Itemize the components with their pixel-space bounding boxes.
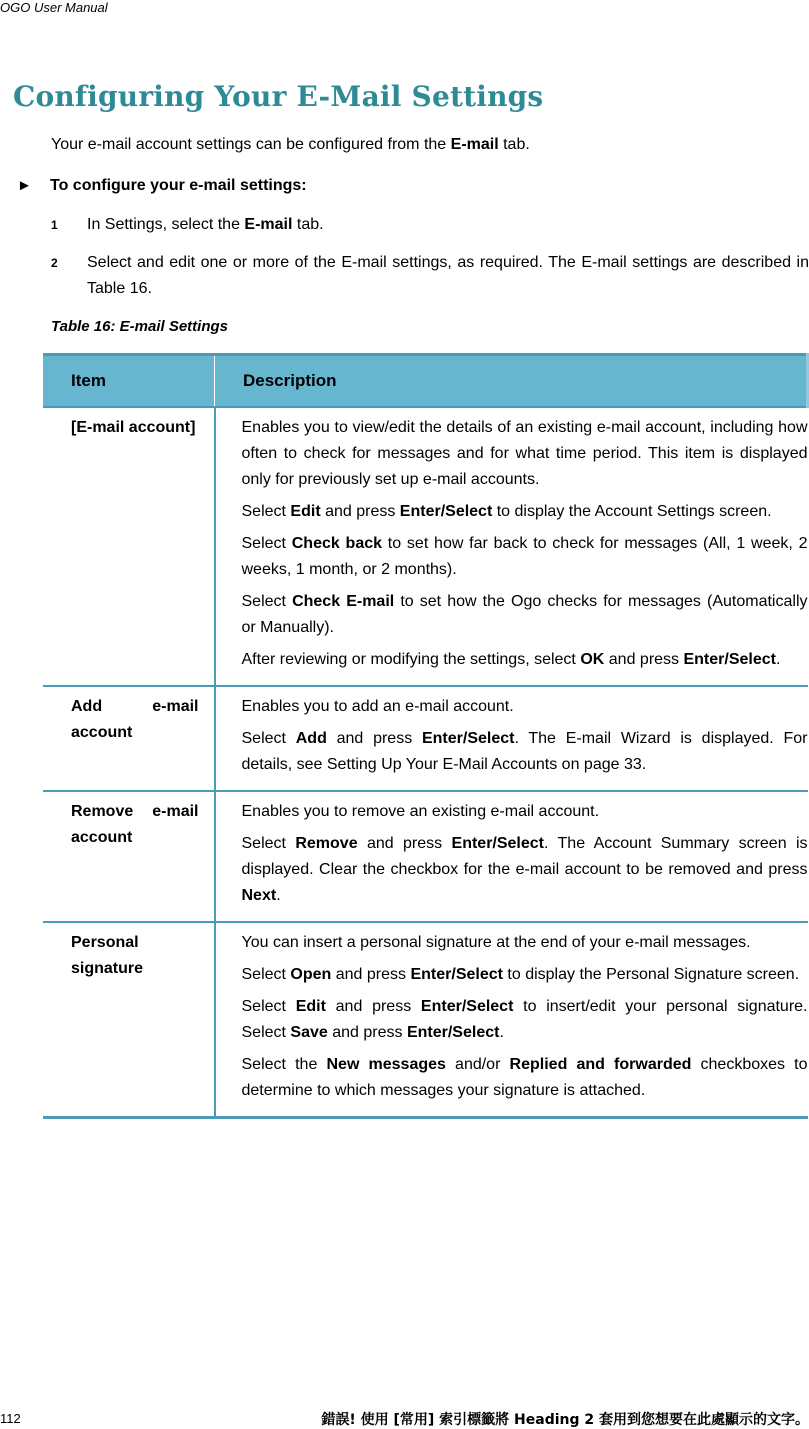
step-number: 2 — [51, 256, 58, 270]
table-header-row — [43, 355, 808, 408]
procedure-step-1 — [51, 212, 809, 238]
footer-field-error: 錯誤! 使用 [常用] 索引標籤將 Heading 2 套用到您想要在此處顯示的文字。 — [321, 1412, 809, 1428]
step-text: Select and edit one or more of the E-mail settings, as required. The E-mail settings are described in Table 16. — [87, 254, 809, 297]
procedure-step-2 — [51, 250, 809, 302]
intro-paragraph: Your e-mail account settings can be configured from the E-mail tab. — [51, 136, 530, 153]
description-cell: Enables you to add an e-mail account. Select Add and press Enter/Select. The E-mail Wizard is displayed. For details, see Setting Up Your E-Mail Accounts on page 33. — [215, 686, 808, 791]
running-header: OGO User Manual — [0, 0, 108, 15]
item-cell: [E-mail account] — [43, 407, 215, 686]
page-title: Configuring Your E-Mail Settings — [13, 80, 544, 113]
description-cell: You can insert a personal signature at the end of your e-mail messages. Select Open and press Enter/Select to display the Personal Signature screen. Select Edit and press Enter/Select to insert/edit your personal signature. Select Save and press Enter/Select. Select the New messages and/or Replied and forwarded checkboxes to determine to which messages your signature is attached. — [215, 922, 808, 1118]
description-cell: Enables you to view/edit the details of an existing e-mail account, including how often to check for messages and for what time period. This item is displayed only for previously set up e-mail accounts. Select Edit and press Enter/Select to display the Account Settings screen. Select Check back to set how far back to check for messages (All, 1 week, 2 weeks, 1 month, or 2 months). Select Check E-mail to set how the Ogo checks for messages (Automatically or Manually). After reviewing or modifying the settings, select OK and press Enter/Select. — [215, 407, 808, 686]
table-row — [43, 407, 808, 686]
step-text: In Settings, select the E-mail tab. — [87, 216, 324, 233]
column-header-description: Description — [215, 355, 808, 408]
step-number: 1 — [51, 218, 58, 232]
email-settings-table — [43, 353, 809, 1119]
procedure-heading: ► To configure your e-mail settings: — [17, 177, 307, 194]
table-row — [43, 922, 808, 1118]
page-number: 112 — [0, 1411, 21, 1426]
arrow-right-icon: ► — [17, 177, 32, 194]
table-row — [43, 791, 808, 922]
description-cell: Enables you to remove an existing e-mail account. Select Remove and press Enter/Select. The Account Summary screen is displayed. Clear the checkbox for the e-mail account to be removed and press Next. — [215, 791, 808, 922]
table-caption: Table 16: E-mail Settings — [51, 318, 228, 335]
item-cell: Remove e-mail account — [43, 791, 215, 922]
item-cell: Personal signature — [43, 922, 215, 1118]
column-header-item: Item — [43, 355, 215, 408]
table-row — [43, 686, 808, 791]
item-cell: Add e-mail account — [43, 686, 215, 791]
